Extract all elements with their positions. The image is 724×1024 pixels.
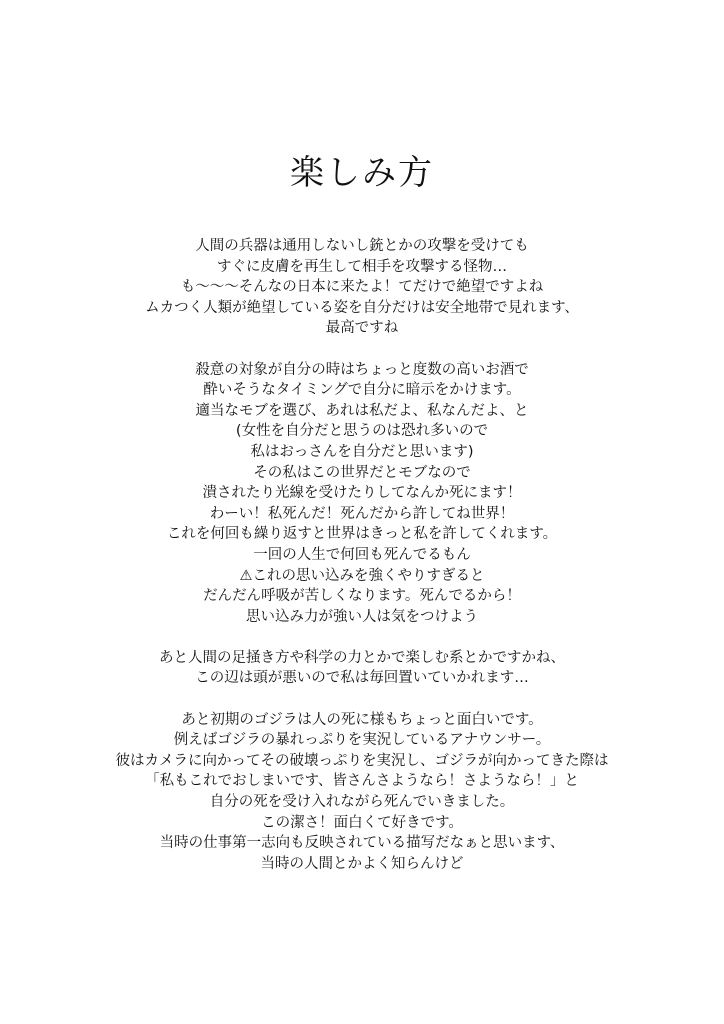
- text-line: 潰されたり光線を受けたりしてなんか死にます！: [202, 485, 522, 502]
- text-line: この潔さ！面白くて好きです。: [261, 814, 463, 831]
- paragraph-2: [0, 360, 724, 628]
- text-line: すぐに皮膚を再生して相手を攻撃する怪物…: [217, 258, 507, 275]
- paragraph-1: [0, 236, 724, 339]
- paragraph-4: [0, 710, 724, 875]
- text-line: 思い込み力が強い人は気をつけよう: [246, 608, 478, 625]
- text-line: 当時の人間とかよく知らんけど: [260, 855, 464, 872]
- page-title: 楽しみ方: [290, 153, 434, 193]
- text-line: 酔いそうなタイミングで自分に暗示をかけます。: [203, 382, 521, 399]
- text-line: この辺は頭が悪いので私は毎回置いていかれます…: [195, 670, 529, 687]
- text-line: 自分の死を受け入れながら死んでいきました。: [209, 794, 515, 811]
- text-line: 一回の人生で何回も死んでるもん: [253, 546, 471, 563]
- text-line: 私はおっさんを自分だと思います): [250, 443, 474, 460]
- text-line: 当時の仕事第一志向も反映されている描写だなぁと思います、: [159, 835, 565, 852]
- text-line: ムカつく人類が絶望している姿を自分だけは安全地帯で見れます、: [145, 299, 579, 316]
- text-line: だんだん呼吸が苦しくなります。死んでるから！: [203, 588, 521, 605]
- text-line: (女性を自分だと思うのは恐れ多いので: [235, 423, 489, 440]
- text-line: 人間の兵器は通用しないし銃とかの攻撃を受けても: [195, 238, 529, 254]
- text-line: これを何回も繰り返すと世界はきっと私を許してくれます。: [166, 526, 558, 543]
- text-line: 適当なモブを選び、あれは私だよ、私なんだよ、と: [195, 402, 529, 419]
- text-line: 殺意の対象が自分の時はちょっと度数の高いお酒で: [195, 361, 529, 378]
- warning-text-line: ⚠これの思い込みを強くやりすぎると: [239, 567, 485, 584]
- body-text: [0, 236, 724, 895]
- text-line: 「私もこれでおしまいです、皆さんさようなら！さようなら！」と: [145, 773, 579, 790]
- text-line: 最高ですね: [325, 320, 399, 337]
- text-line: 例えばゴジラの暴れっぷりを実況しているアナウンサー。: [173, 732, 551, 749]
- text-line: 彼はカメラに向かってその破壊っぷりを実況し、ゴジラが向かってきた際は: [115, 752, 609, 769]
- text-line: あと人間の足掻き方や科学の力とかで楽しむ系とかですかね、: [159, 649, 565, 666]
- text-line: も〜〜〜そんなの日本に来たよ！てだけで絶望ですよね: [180, 279, 544, 296]
- text-line: わーい！私死んだ！死んだから許してね世界！: [209, 505, 515, 522]
- text-line: その私はこの世界だとモブなので: [253, 464, 471, 481]
- paragraph-3: [0, 648, 724, 689]
- text-line: あと初期のゴジラは人の死に様もちょっと面白いです。: [181, 711, 543, 728]
